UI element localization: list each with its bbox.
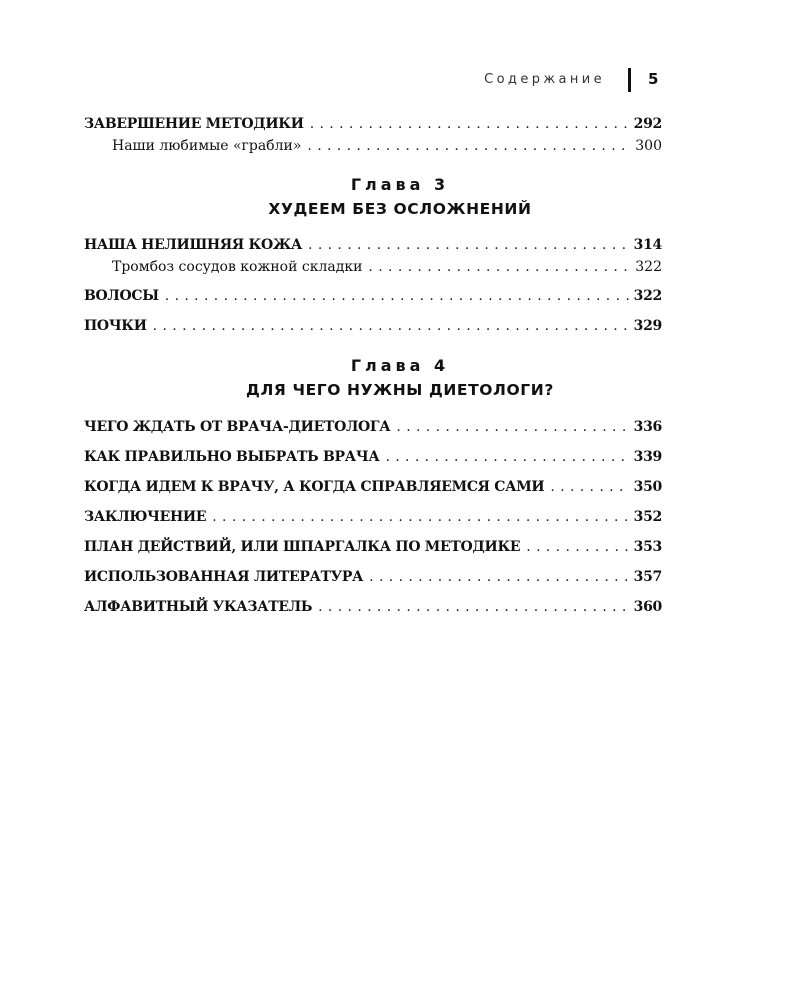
toc-entry-page: 336 xyxy=(633,419,662,435)
dot-leader xyxy=(318,597,630,617)
toc-entry-page: 357 xyxy=(633,569,662,585)
toc-entry-hair[interactable] xyxy=(84,286,662,306)
toc-subentry-rakes[interactable] xyxy=(112,136,662,156)
toc-entry-title: ИСПОЛЬЗОВАННАЯ ЛИТЕРАТУРА xyxy=(84,569,364,585)
running-head: Содержание xyxy=(484,72,605,87)
dot-leader xyxy=(369,567,630,587)
dot-leader xyxy=(153,316,630,336)
chapter-4-label: Глава 4 xyxy=(350,356,450,375)
toc-entry-title: Наши любимые «грабли» xyxy=(112,138,302,154)
toc-entry-kidneys[interactable] xyxy=(84,316,662,336)
dot-leader xyxy=(550,477,629,497)
toc-entry-choose-doctor[interactable] xyxy=(84,447,662,467)
toc-entry-title: КОГДА ИДЕМ К ВРАЧУ, А КОГДА СПРАВЛЯЕМСЯ САМИ xyxy=(84,479,545,495)
toc-entry-page: 339 xyxy=(633,449,662,465)
dot-leader xyxy=(396,417,629,437)
toc-entry-conclusion[interactable] xyxy=(84,507,662,527)
toc-entry-what-to-expect[interactable] xyxy=(84,417,662,437)
chapter-4-title: ДЛЯ ЧЕГО НУЖНЫ ДИЕТОЛОГИ? xyxy=(246,381,554,399)
toc-entry-action-plan[interactable] xyxy=(84,537,662,557)
toc-entry-title: Тромбоз сосудов кожной складки xyxy=(112,259,363,275)
dot-leader xyxy=(307,136,631,156)
dot-leader xyxy=(212,507,629,527)
toc-entry-when-to-go[interactable] xyxy=(84,477,662,497)
dot-leader xyxy=(310,114,630,134)
toc-entry-title: ЗАВЕРШЕНИЕ МЕТОДИКИ xyxy=(84,116,304,132)
toc-entry-index[interactable] xyxy=(84,597,662,617)
toc-entry-page: 353 xyxy=(633,539,662,555)
toc-entry-title: НАША НЕЛИШНЯЯ КОЖА xyxy=(84,237,303,253)
dot-leader xyxy=(308,235,630,255)
toc-entry-title: АЛФАВИТНЫЙ УКАЗАТЕЛЬ xyxy=(84,599,313,615)
toc-entry-page: 360 xyxy=(633,599,662,615)
dot-leader xyxy=(526,537,629,557)
toc-entry-references[interactable] xyxy=(84,567,662,587)
toc-entry-page: 329 xyxy=(633,318,662,334)
toc-entry-page: 300 xyxy=(635,138,662,154)
toc-entry-title: КАК ПРАВИЛЬНО ВЫБРАТЬ ВРАЧА xyxy=(84,449,380,465)
toc-entry-completion[interactable] xyxy=(84,114,662,134)
toc-entry-page: 322 xyxy=(635,259,662,275)
toc-entry-title: ПОЧКИ xyxy=(84,318,147,334)
toc-entry-title: ЧЕГО ЖДАТЬ ОТ ВРАЧА-ДИЕТОЛОГА xyxy=(84,419,391,435)
page-number: 5 xyxy=(648,70,659,88)
toc-entry-skin[interactable] xyxy=(84,235,662,255)
dot-leader xyxy=(385,447,629,467)
toc-entry-title: ВОЛОСЫ xyxy=(84,288,159,304)
dot-leader xyxy=(165,286,630,306)
toc-entry-page: 322 xyxy=(633,288,662,304)
chapter-3-label: Глава 3 xyxy=(350,175,450,194)
toc-entry-page: 350 xyxy=(633,479,662,495)
page-header xyxy=(0,66,800,96)
toc-entry-title: ПЛАН ДЕЙСТВИЙ, ИЛИ ШПАРГАЛКА ПО МЕТОДИКЕ xyxy=(84,539,521,555)
toc-entry-page: 292 xyxy=(633,116,662,132)
header-divider xyxy=(628,68,631,92)
chapter-3-title: ХУДЕЕМ БЕЗ ОСЛОЖНЕНИЙ xyxy=(268,200,532,218)
toc-entry-page: 352 xyxy=(633,509,662,525)
toc-subentry-thrombosis[interactable] xyxy=(112,257,662,277)
toc-entry-title: ЗАКЛЮЧЕНИЕ xyxy=(84,509,207,525)
toc-entry-page: 314 xyxy=(633,237,662,253)
dot-leader xyxy=(368,257,631,277)
